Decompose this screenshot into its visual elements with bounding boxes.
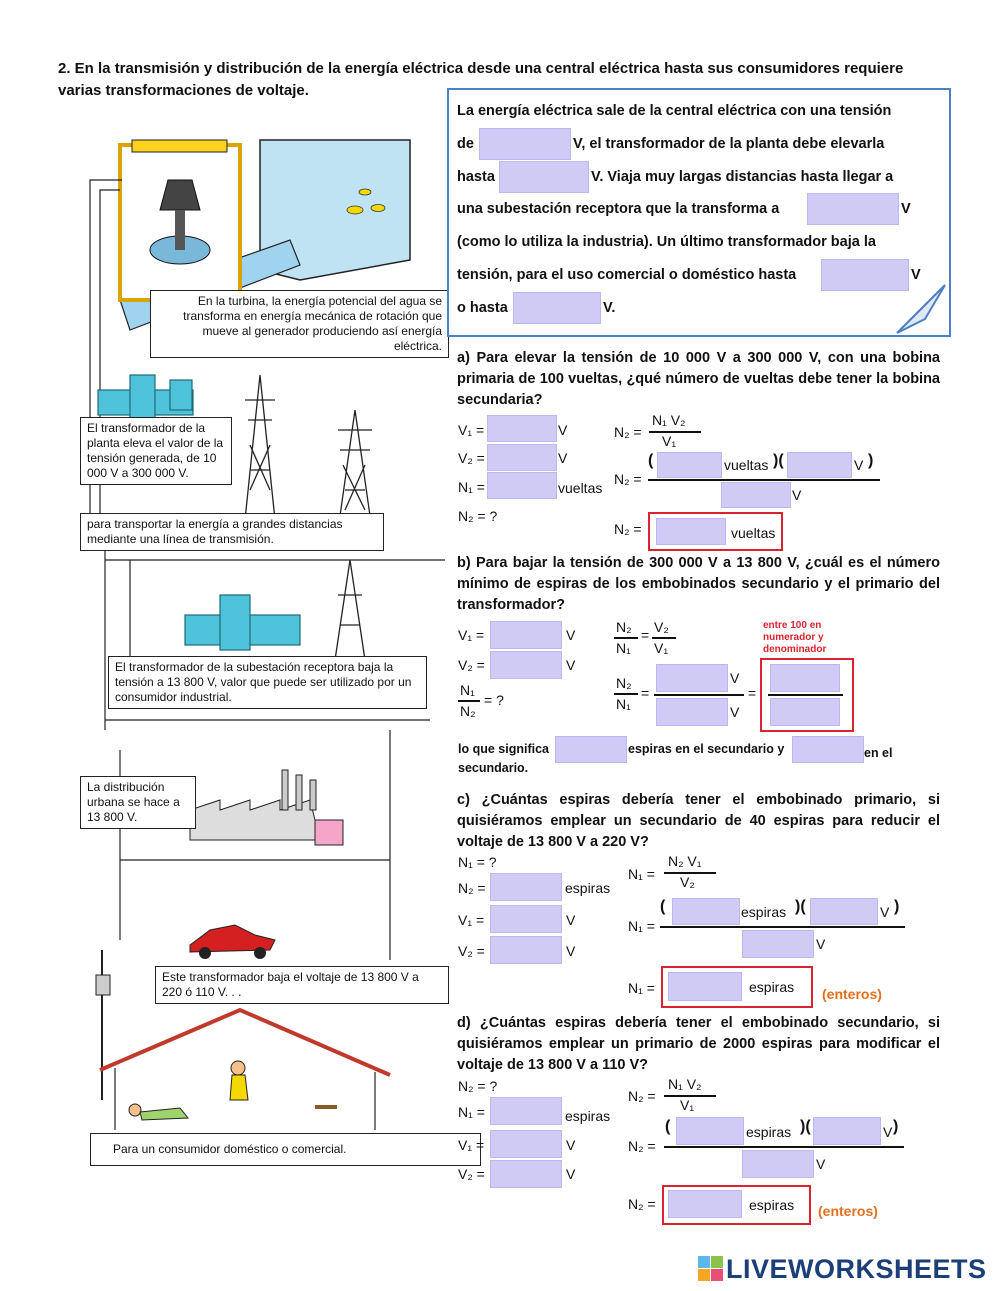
qa-v2-unit: V (558, 450, 568, 466)
people-icon (129, 1061, 337, 1120)
qd-sub-n1-input[interactable] (676, 1117, 744, 1145)
qc-result-lhs: N₁ = (628, 980, 655, 996)
qd-paren-open: ( (665, 1118, 671, 1135)
qb-sub-eq-2: = (748, 685, 757, 701)
qb-secondary-input[interactable] (555, 736, 627, 763)
qa-n1-unit: vueltas (558, 480, 603, 496)
qb-formula-lhs-bar (614, 637, 638, 639)
qa-v1-unit: V (558, 422, 568, 438)
card-line-4: una subestación receptora que la transforma a V (457, 201, 779, 217)
qd-substitution-bar (664, 1146, 904, 1148)
qb-result-den-input[interactable] (770, 698, 840, 726)
qc-paren-mid: )( (795, 898, 806, 915)
qc-result-unit: espiras (749, 979, 795, 995)
card-line-5: (como lo utiliza la industria). Un último transformador baja la (457, 234, 876, 250)
qb-sub-v1-input[interactable] (656, 698, 728, 726)
domestic-voltage-input[interactable] (513, 292, 601, 324)
qa-formula-numerator: N₁ V₂ (652, 412, 686, 428)
turbine-caption: En la turbina, la energía potencial del agua se transforma en energía mecánica de rotación que mueve al generador produciendo así energía eléctrica. (150, 290, 449, 358)
house-roof (100, 1010, 390, 1075)
home-caption: Para un consumidor doméstico o comercial. (90, 1133, 481, 1166)
qd-sub-n1-unit: espiras (746, 1124, 792, 1140)
qa-sub-n1-unit: vueltas (724, 457, 769, 473)
qc-paren-close: ) (894, 898, 900, 915)
elevated-voltage-input[interactable] (499, 161, 589, 193)
qc-sub-n2-input[interactable] (672, 898, 740, 925)
qc-v2-unit: V (566, 943, 576, 959)
qd-v2-unit: V (566, 1166, 576, 1182)
card-line-2: de V, el transformador de la planta debe elevarla (457, 136, 474, 152)
qd-sub-v2-unit: V (883, 1124, 893, 1140)
qa-v1-label: V₁ = (458, 422, 485, 438)
plant-transformer-icon (98, 375, 193, 420)
commercial-voltage-input[interactable] (821, 259, 909, 291)
qc-formula-denominator: V₂ (680, 874, 695, 890)
qd-n2-question: N₂ = ? (458, 1078, 498, 1094)
qa-paren-open: ( (648, 452, 654, 469)
qb-v2-label: V₂ = (458, 657, 485, 673)
card-line-3: hasta V. Viaja muy largas distancias hasta llegar a (457, 169, 495, 185)
qc-v1-unit: V (566, 912, 576, 928)
fish-icon (347, 206, 363, 214)
qa-paren-mid: )( (773, 452, 784, 469)
qc-sub-v1-unit: V (880, 904, 890, 920)
qc-sub-v2-input[interactable] (742, 930, 814, 958)
question-b: b) Para bajar la tensión de 300 000 V a 13 800 V, ¿cuál es el número mínimo de espiras de los embobinados secundario y el primario del transformador? (457, 555, 940, 613)
qd-v1-input[interactable] (490, 1130, 562, 1158)
qc-result-input[interactable] (668, 972, 742, 1001)
car-icon (190, 925, 275, 959)
qd-n1-unit: espiras (565, 1108, 611, 1124)
question-d: d) ¿Cuántas espiras debería tener el embobinado secundario, si quisiéramos emplear un primario de 2000 espiras para modificar el voltaje de 13 800 V a 110 V? (457, 1015, 940, 1073)
liveworksheets-brand: LIVEWORKSHEETS (726, 1254, 987, 1284)
qc-v2-label: V₂ = (458, 943, 485, 959)
qc-n2-unit: espiras (565, 880, 611, 896)
qb-formula-lhs-num: N₂ (616, 619, 632, 635)
pole-transformer-icon (96, 950, 110, 1100)
qa-v2-input[interactable] (487, 444, 557, 471)
qa-v1-input[interactable] (487, 415, 557, 442)
qa-paren-close: ) (868, 452, 874, 469)
qa-formula-lhs: N₂ = (614, 424, 642, 440)
page-heading: 2. En la transmisión y distribución de la energía eléctrica desde una central eléctrica hasta sus consumidores requiere varias transformaciones de voltaje. (58, 60, 904, 99)
qb-v1-unit: V (566, 627, 576, 643)
card-line-7: o hasta V. (457, 300, 508, 316)
qb-v1-input[interactable] (490, 621, 562, 649)
plant-transformer-caption: El transformador de la planta eleva el valor de la tensión generada, de 10 000 V a 300 000 V. (80, 417, 232, 485)
qc-n2-label: N₂ = (458, 880, 486, 896)
qb-sub-eq: = (641, 685, 650, 701)
qd-n1-label: N₁ = (458, 1104, 485, 1120)
question-c: c) ¿Cuántas espiras debería tener el embobinado primario, si quisiéramos emplear un secundario de 40 espiras para reducir el voltaje de 13 800 V a 220 V? (457, 792, 940, 850)
qb-sub-lhs-den: N₁ (616, 696, 631, 712)
qd-formula-numerator: N₁ V₂ (668, 1076, 702, 1092)
qd-v2-input[interactable] (490, 1160, 562, 1188)
qc-substitution-lhs: N₁ = (628, 918, 655, 934)
pole-transformer-caption: Este transformador baja el voltaje de 13 800 V a 220 ó 110 V. . . (155, 966, 449, 1004)
qb-sub-v2-input[interactable] (656, 664, 728, 692)
qa-result-unit: vueltas (731, 525, 776, 541)
card-line-1: La energía eléctrica sale de la central eléctrica con una tensión (457, 103, 892, 119)
qb-formula-lhs-den: N₁ (616, 640, 631, 656)
qb-ratio-question: = ? (484, 692, 504, 708)
liveworksheets-logo-icon (698, 1256, 724, 1282)
qa-substitution-lhs: N₂ = (614, 471, 642, 487)
qd-sub-v1-unit: V (816, 1156, 826, 1172)
qd-result-unit: espiras (749, 1197, 795, 1213)
qd-n1-input[interactable] (490, 1097, 562, 1125)
qb-sub-bar (654, 694, 744, 696)
qc-v1-label: V₁ = (458, 912, 485, 928)
qa-n1-input[interactable] (487, 472, 557, 499)
transport-caption: para transportar la energía a grandes distancias mediante una línea de transmisión. (80, 513, 384, 551)
qd-v2-label: V₂ = (458, 1166, 485, 1182)
qd-paren-mid: )( (800, 1118, 811, 1135)
qa-sub-n1-input[interactable] (657, 452, 722, 478)
central-voltage-input[interactable] (479, 128, 571, 160)
qc-v1-input[interactable] (490, 905, 562, 933)
qc-enteros: (enteros) (822, 986, 882, 1002)
energy-distribution-illustration (60, 100, 445, 1175)
qd-v1-label: V₁ = (458, 1137, 485, 1153)
qc-sub-n2-unit: espiras (741, 904, 787, 920)
qa-substitution-bar (648, 479, 880, 481)
qc-n2-input[interactable] (490, 873, 562, 901)
qb-sub-lhs-num: N₂ (616, 675, 632, 691)
qb-result-num-input[interactable] (770, 664, 840, 692)
qb-v2-input[interactable] (490, 651, 562, 679)
qb-meaning-d: secundario. (458, 761, 529, 775)
qb-v1-label: V₁ = (458, 627, 485, 643)
qb-ratio-bar (458, 700, 480, 702)
question-a: a) Para elevar la tensión de 10 000 V a 300 000 V, con una bobina primaria de 100 vueltas, ¿qué número de vueltas debe tener la bobina secundaria? (457, 350, 940, 408)
qa-sub-v2-unit: V (854, 457, 864, 473)
qb-result-bar (768, 694, 843, 696)
transmission-tower-2 (338, 410, 372, 530)
qb-sub-v1-unit: V (730, 704, 740, 720)
qd-formula-lhs: N₂ = (628, 1088, 656, 1104)
qb-ratio-numerator: N₁ (460, 682, 475, 698)
qd-substitution-lhs: N₂ = (628, 1138, 656, 1154)
qa-result-lhs: N₂ = (614, 521, 642, 537)
qb-formula-rhs-bar (652, 637, 676, 639)
qb-sub-lhs-bar (614, 693, 638, 695)
qa-v2-label: V₂ = (458, 450, 485, 466)
qa-sub-v1-input[interactable] (721, 482, 791, 508)
qb-meaning-b: espiras en el secundario y (628, 742, 785, 756)
qb-ratio-denominator: N₂ (460, 703, 476, 719)
qa-n2-question: N₂ = ? (458, 508, 498, 524)
qd-result-lhs: N₂ = (628, 1196, 656, 1212)
qc-formula-numerator: N₂ V₁ (668, 853, 702, 869)
qb-formula-rhs-num: V₂ (654, 619, 669, 635)
qa-sub-v2-input[interactable] (787, 452, 852, 478)
qd-enteros: (enteros) (818, 1203, 878, 1219)
qb-v2-unit: V (566, 657, 576, 673)
qa-result-input[interactable] (656, 518, 726, 545)
qb-meaning-c: en el (864, 746, 893, 760)
substation-caption: El transformador de la subestación receptora baja la tensión a 13 800 V, valor que puede ser utilizado por un consumidor industrial. (108, 656, 427, 709)
qc-sub-v1-input[interactable] (810, 898, 878, 925)
factory-icon (190, 770, 343, 845)
qb-primary-input[interactable] (792, 736, 864, 763)
substation-voltage-input[interactable] (807, 193, 899, 225)
qb-formula-eq: = (641, 627, 650, 643)
qa-n1-label: N₁ = (458, 479, 485, 495)
qa-formula-denominator: V₁ (662, 433, 677, 449)
qc-n1-question: N₁ = ? (458, 854, 497, 870)
qd-sub-v2-input[interactable] (813, 1117, 881, 1145)
qd-sub-v1-input[interactable] (742, 1150, 814, 1178)
qb-formula-rhs-den: V₁ (654, 640, 669, 656)
qc-formula-lhs: N₁ = (628, 866, 655, 882)
card-line-6: tensión, para el uso comercial o doméstico hasta V (457, 267, 796, 283)
qc-sub-v2-unit: V (816, 936, 826, 952)
qb-note: entre 100 en numerador y denominador (763, 620, 827, 655)
qc-v2-input[interactable] (490, 936, 562, 964)
qc-paren-open: ( (660, 898, 666, 915)
qd-v1-unit: V (566, 1137, 576, 1153)
transmission-tower-1 (245, 375, 275, 520)
qd-result-input[interactable] (668, 1190, 742, 1218)
qd-formula-denominator: V₁ (680, 1097, 695, 1113)
qd-paren-close: ) (893, 1118, 899, 1135)
qb-meaning-a: lo que significa (458, 742, 549, 756)
qb-sub-v2-unit: V (730, 670, 740, 686)
qc-substitution-bar (660, 926, 905, 928)
transmission-tower-3 (335, 560, 365, 660)
urban-distribution-caption: La distribución urbana se hace a 13 800 V. (80, 776, 196, 829)
qa-sub-v1-unit: V (792, 487, 802, 503)
substation-transformer-icon (185, 595, 300, 650)
